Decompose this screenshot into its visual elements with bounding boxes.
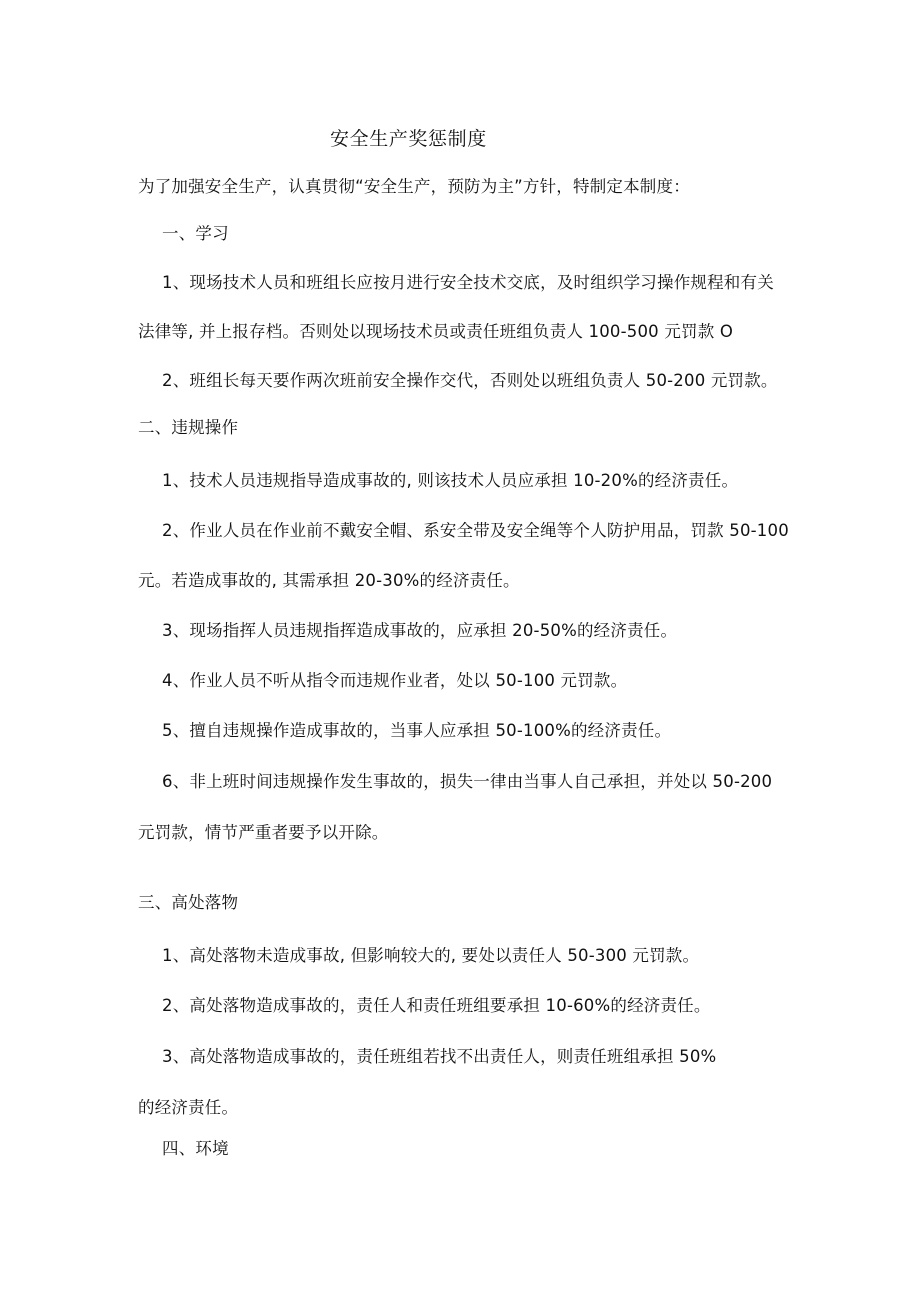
violation-item-6-line-1: 6、非上班时间违规操作发生事故的，损失一律由当事人自己承担，并处以 50-200 bbox=[162, 772, 773, 791]
violation-item-2-line-2: 元。若造成事故的, 其需承担 20-30%的经济责任。 bbox=[138, 571, 520, 590]
violation-item-2-line-1: 2、作业人员在作业前不戴安全帽、系安全带及安全绳等个人防护用品，罚款 50-100 bbox=[162, 521, 789, 540]
document-title: 安全生产奖惩制度 bbox=[330, 128, 487, 150]
violation-item-1: 1、技术人员违规指导造成事故的, 则该技术人员应承担 10-20%的经济责任。 bbox=[162, 471, 739, 490]
intro-paragraph: 为了加强安全生产，认真贯彻“安全生产，预防为主”方针，特制定本制度： bbox=[138, 177, 690, 196]
violation-item-5: 5、擅自违规操作造成事故的，当事人应承担 50-100%的经济责任。 bbox=[162, 721, 672, 740]
falling-item-2: 2、高处落物造成事故的，责任人和责任班组要承担 10-60%的经济责任。 bbox=[162, 996, 711, 1015]
section-heading-study: 一、学习 bbox=[162, 224, 229, 243]
violation-item-3: 3、现场指挥人员违规指挥造成事故的，应承担 20-50%的经济责任。 bbox=[162, 621, 678, 640]
falling-item-3-line-1: 3、高处落物造成事故的，责任班组若找不出责任人，则责任班组承担 50% bbox=[162, 1047, 717, 1066]
study-item-1-line-2: 法律等, 并上报存档。否则处以现场技术员或责任班组负责人 100-500 元罚款 O bbox=[138, 322, 734, 341]
violation-item-4: 4、作业人员不听从指令而违规作业者，处以 50-100 元罚款。 bbox=[162, 671, 628, 690]
study-item-1-line-1: 1、现场技术人员和班组长应按月进行安全技术交底，及时组织学习操作规程和有关 bbox=[162, 273, 774, 292]
falling-item-1: 1、高处落物未造成事故, 但影响较大的, 要处以责任人 50-300 元罚款。 bbox=[162, 946, 700, 965]
violation-item-6-line-2: 元罚款，情节严重者要予以开除。 bbox=[138, 823, 389, 842]
section-heading-falling-objects: 三、高处落物 bbox=[138, 893, 239, 912]
falling-item-3-line-2: 的经济责任。 bbox=[138, 1098, 239, 1117]
section-heading-violation: 二、违规操作 bbox=[138, 418, 239, 437]
section-heading-environment: 四、环境 bbox=[162, 1139, 229, 1158]
study-item-2: 2、班组长每天要作两次班前安全操作交代，否则处以班组负责人 50-200 元罚款。 bbox=[162, 371, 778, 390]
